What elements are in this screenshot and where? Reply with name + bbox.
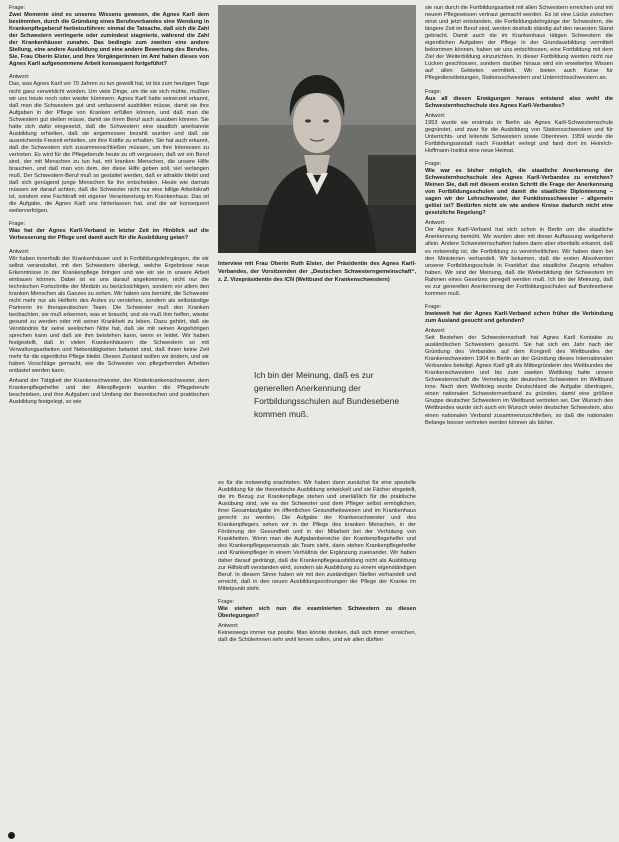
- question-label: Frage:: [218, 598, 235, 605]
- answer-text: Wir haben innerhalb der Krankenhäuser und in Fortbildungslehrgängen, die wir selbst veranstaltet, mit den Schwestern überlegt, welche Ergebnisse neue Erkenntnisse in der Krankenpflege bringen und wie wir sie in unsere Arbeit einbauen können. Dabei ist es uns darauf angekommen, nicht nur die technischen Fortschritte der Medizin zu berücksichtigen, sondern vor allem den kranken Menschen als Ganzes zu sehen. Wir haben uns bemüht, die Schwester nicht mehr nur als Helferin des Arztes zu verstehen, sondern als selbständige Partnerin im therapeutischen Team. Die Schwester muß den Kranken beobachten, sie muß erkennen, was er braucht, und sie muß ihm helfen, wieder gesund zu werden oder mit seiner Krankheit zu leben. Dazu gehört, daß sie Verständnis für seine seelischen Nöte hat, daß sie mit seinen Angehörigen sprechen kann und daß sie ihm beistehen kann, wenn er leidet. Wir haben festgestellt, daß in vielen Krankenhäusern die Schwestern so mit Verwaltungsarbeiten und Nebentätigkeiten belastet sind, daß ihnen keine Zeit mehr für die eigentliche Pflege bleibt. Diesen Zustand wollen wir ändern, und wir haben Vorschläge gemacht, wie die Schwester von pflegefremden Arbeiten entlastet werden kann.: [9, 255, 209, 375]
- question-text: Wie war es bisher möglich, die staatliche Anerkennung der Schwesternhochschule des Agnes Karll-Verbandes zu erreichen? Meinen Sie, daß mit diesem ersten Schritt die Frage der Anerkennung von Fortbildungsschulen und damit die staatliche Diplomierung – sagen wir der Lehrschwester, der Funktionsschwester – allgemein gelöst ist? Bedürfen nicht sie wie andere Kreise dadurch nicht eine gesetzliche Regelung?: [425, 167, 613, 217]
- left-column: [9, 5, 209, 407]
- question-label: Frage:: [9, 221, 26, 228]
- question-label: Frage:: [425, 303, 442, 310]
- body-text: es für die notwendig erachteten. Wir haben dann zunächst für eine spezielle Ausbildung für die theoretische Ausbildung entwickelt und sie Fächer eingeteilt, die im Bezug zur Krankenpflege stehen und unerläßlich für die praktische Ausübung sind, wie es der Schwester und dem Pfleger selbst ermöglichen, ihrer Gesamtaufgabe im öffentlichen Gesundheitswesen und im Krankenhaus gerecht zu werden. Die Aufgabe der Krankenschwester und des Krankenpflegers sehen wir in der Pflege des kranken Menschen, in der Förderung der Gesundheit und in der Mitarbeit bei der Verhütung von Krankheiten. Wenn man die Aufgabenbereiche der Krankenpflegehelfer und des Krankenpflegepersonals als Team sieht, dann stehen Krankenpflegehelfer und Krankenpfleger in einem Verhältnis der Ergänzung zueinander. Wir haben daher darauf gedrängt, daß die Krankenpflegeausbildung nicht als Ausbildung zur Hilfskraft verstanden wird, sondern als Ausbildung zu einem eigenständigen Beruf. In diesem Sinne haben wir mit den zuständigen Stellen verhandelt und erreicht, daß in den neuen Ausbildungsordnungen der Pflege der Kranke im Mittelpunkt steht.: [218, 480, 416, 592]
- photo-caption: Interview mit Frau Oberin Ruth Elster, der Präsidentin des Agnes Karll-Verbandes, der Vorsitzenden der „Deutschen Schwesterngemeinschaft“, z. Z. Vizepräsidentin des ICN (Weltbund der Krankenschwestern): [218, 261, 416, 284]
- page-marker-dot: [8, 832, 15, 839]
- answer-label: Antwort:: [425, 327, 446, 334]
- answer-label: Antwort:: [9, 248, 30, 255]
- question-text: Wie stehen sich nun die examinierten Schwestern zu diesen Überlegungen?: [218, 605, 416, 619]
- answer-text: 1953 wurde sie erstmals in Berlin als Agnes Karll-Schwesternschule gegründet, und zwar für die Ausbildung von Stationsschwestern und für Unterrichts- und leitende Schwestern sowie Oberinnen. 1959 wurde die Fortbildungsanstalt nach Frankfurt verlegt und fand dort im Heinrich-Hoffmann-Institut eine neue Heimat.: [425, 119, 613, 154]
- question-text: Zwei Momente sind es unseres Wissens gewesen, die Agnes Karll dem bestimmten, durch die Gründung eines Berufsverbandes eine Wendung in Krankenpflegeberuf herbeizuführen: einmal die Tatsache, daß sich die Zahl der Schwestern verringerte oder zumindest stagnierte, während die Zahl der Krankenhäuser zunahm. Das bedingte zum zweiten eine andere Stellung, eine andere Ausbildung und eine andere Bewertung des Berufes. Sie, Frau Oberin Elster, und Ihre Vorgängerinnen im Amt haben dieses von Agnes Karll aufgenommene Arbeit konsequent fortgeführt?: [9, 12, 209, 68]
- portrait-photo: [218, 5, 416, 253]
- answer-text: Der Agnes Karll-Verband hat sich schon in Berlin um die staatliche Anerkennung bemüht. Wir wurden aber mit dieser Auffassung weitgehend allein. Andere Schwesternschaften haben dann aber ebenfalls erkannt, daß es notwendig ist, die Fortbildung zu vereinheitlichen. Wir haben dann bei den Ministerien verhandelt. Wir bekamen, daß die ersten Absolventen unserer Fortbildungsschule in Frankfurt das staatliche Zeugnis erhalten haben. Wir sind der Meinung, daß die Weiterbildung der Schwestern im Rahmen eines Gesetzes geregelt werden muß. Ich bin der Meinung, daß es zur generellen Anerkennung der Fortbildungsschulen auf Bundesebene kommen muß.: [425, 227, 613, 297]
- answer-label: Antwort:: [218, 622, 239, 629]
- body-text: sie nun durch die Fortbildungsarbeit mit allen Schwestern erreichen und mit neuem Pflegewissen vertraut gemacht werden. Es ist eine Lücke zwischen einst und jetzt entstanden, die Fortbildungslehrgänge der Schwestern, die längere Zeit im Beruf sind, werden deshalb ständig auf den neuesten Stand gebracht. Damit auch die im Krankenhaus tätigen Schwestern die eigentlichen Aufgaben der Pflege in der Grundausbildung vermittelt bekommen können, haben wir uns entschlossen, eine Fortbildung mit dem Ziel der Weiterbildung einzurichten. In dieser Fortbildung werden nicht nur Lücken geschlossen, sondern darüber hinaus wird ein erweitertes Wissen auf allen Gebieten vermittelt. Wir bieten auch Kurse für Pflegedienstleitungen, Stationsschwestern und Unterrichtsschwestern an.: [425, 5, 613, 82]
- answer-text-continued: Anhand der Tätigkeit der Krankenschwester, der Kinderkrankenschwester, dem Krankenpflegehelfer und der Altenpflegerin wurden die Pflegeberufe beschrieben, und ihre Aufgaben und Umfang der theoretischen und praktischen Ausbildung festgelegt, so wie: [9, 378, 209, 406]
- answer-label: Antwort:: [9, 74, 30, 81]
- right-column: [425, 5, 613, 427]
- answer-label: Antwort:: [425, 112, 446, 119]
- question-label: Frage:: [425, 160, 442, 167]
- answer-text: Seit Bestehen der Schwesternschaft hat Agnes Karll Kontakte zu ausländischen Schwestern gesucht. Sie hat sich ein Jahr nach der Gründung des Verbandes auf dem Kongreß des Weltbundes der Krankenschwestern 1904 in Berlin an der Gründung dieses Internationalen Verbandes beteiligt. Agnes Karll gilt als Mitbegründerin des Weltbundes der Krankenschwestern und bis zum zweiten Weltkrieg hatte unsere Schwesternschaft die Vertretung der deutschen Schwestern im Weltbund inne. Nach dem Weltkrieg wurde Deutschland die Aufgabe übertragen, einen nationalen Schwesternverband zu gründen, damit eine größere Gruppe deutscher Schwestern im Weltbund vertreten sei. Der Wunsch des Weltbundes wurde sich auch ein Wunsch vieler deutscher Schwestern, also einen nationalen Verband zusammenzuschließen, so daß die nationalen Belange besser vertreten werden können als bisher.: [425, 335, 613, 426]
- question-label: Frage:: [425, 88, 442, 95]
- answer-text: Keineswegs immer nur positiv. Man könnte denken, daß sich immer erreichen, daß die Schülerinnen sehr wohl lernen sollen, und wir allen dürften: [218, 629, 416, 643]
- portrait-illustration: [218, 5, 416, 253]
- answer-label: Antwort:: [425, 220, 446, 227]
- question-text: Was hat der Agnes Karll-Verband in letzter Zeit im Hinblick auf die Verbesserung der Pflege und damit auch für die Ausbildung getan?: [9, 228, 209, 242]
- question-text: Inwieweit hat der Agnes Karll-Verband schon früher die Verbindung zum Ausland gesucht und gefunden?: [425, 310, 613, 324]
- question-label: Frage:: [9, 5, 26, 11]
- question-text: Aus all diesen Erwägungen heraus entstand also wohl die Schwesternhochschule des Agnes Karll-Verbandes?: [425, 95, 613, 109]
- pull-quote: Ich bin der Meinung, daß es zur generellen Anerkennung der Fortbildungsschulen auf Bundesebene kommen muß.: [254, 370, 400, 419]
- answer-text: Das, was Agnes Karll vor 70 Jahren zu tun gewollt hat, ist bis zum heutigen Tage nicht ganz verwirklicht worden. Um viele Dinge, um die sie sich mühte, mußten wir uns heute noch oder wieder kümmern. Agnes Karll hatte seinerzeit erkannt, daß man die Schwestern gut und umfassend ausbilden müsse, damit sie ihre Aufgaben in der Pflege von Kranken erfüllen können, und daß man die Schwestern gut stellen müsse, damit sie ihren Beruf auch ausüben können. Sie hatte sich dafür eingesetzt, daß die Schwestern eine staatlich anerkannte Ausbildung erhielten, daß sie angemessen bezahlt wurden und daß sie ausreichende Freizeit erhielten, um ihre Kräfte zu erhalten. Sie hat auch erkannt, daß die Schwestern sich zusammenschließen müssen, um ihre Interessen zu vertreten. Es wird für die Pflegeberufe heute zu oft vergessen, daß wir ein Beruf sind, der mit Menschen zu tun hat, mit kranken Menschen, die unsere Hilfe brauchen, und daß man von dem, der diese Hilfe geben soll, viel verlangen muß. Der Schwestern-Beruf muß so gestaltet werden, daß er attraktiv bleibt und daß sich genügend junge Menschen für ihn entscheiden. Heute wie damals müssen wir darauf achten, daß die Schwester nicht nur eine billige Arbeitskraft ist, sondern eine Fachkraft mit eigener Verantwortung im Krankenhaus. Das ist die Aufgabe, die Agnes Karll uns hinterlassen hat, und die wir konsequent weiterverfolgen.: [9, 81, 209, 215]
- middle-column: [218, 480, 416, 644]
